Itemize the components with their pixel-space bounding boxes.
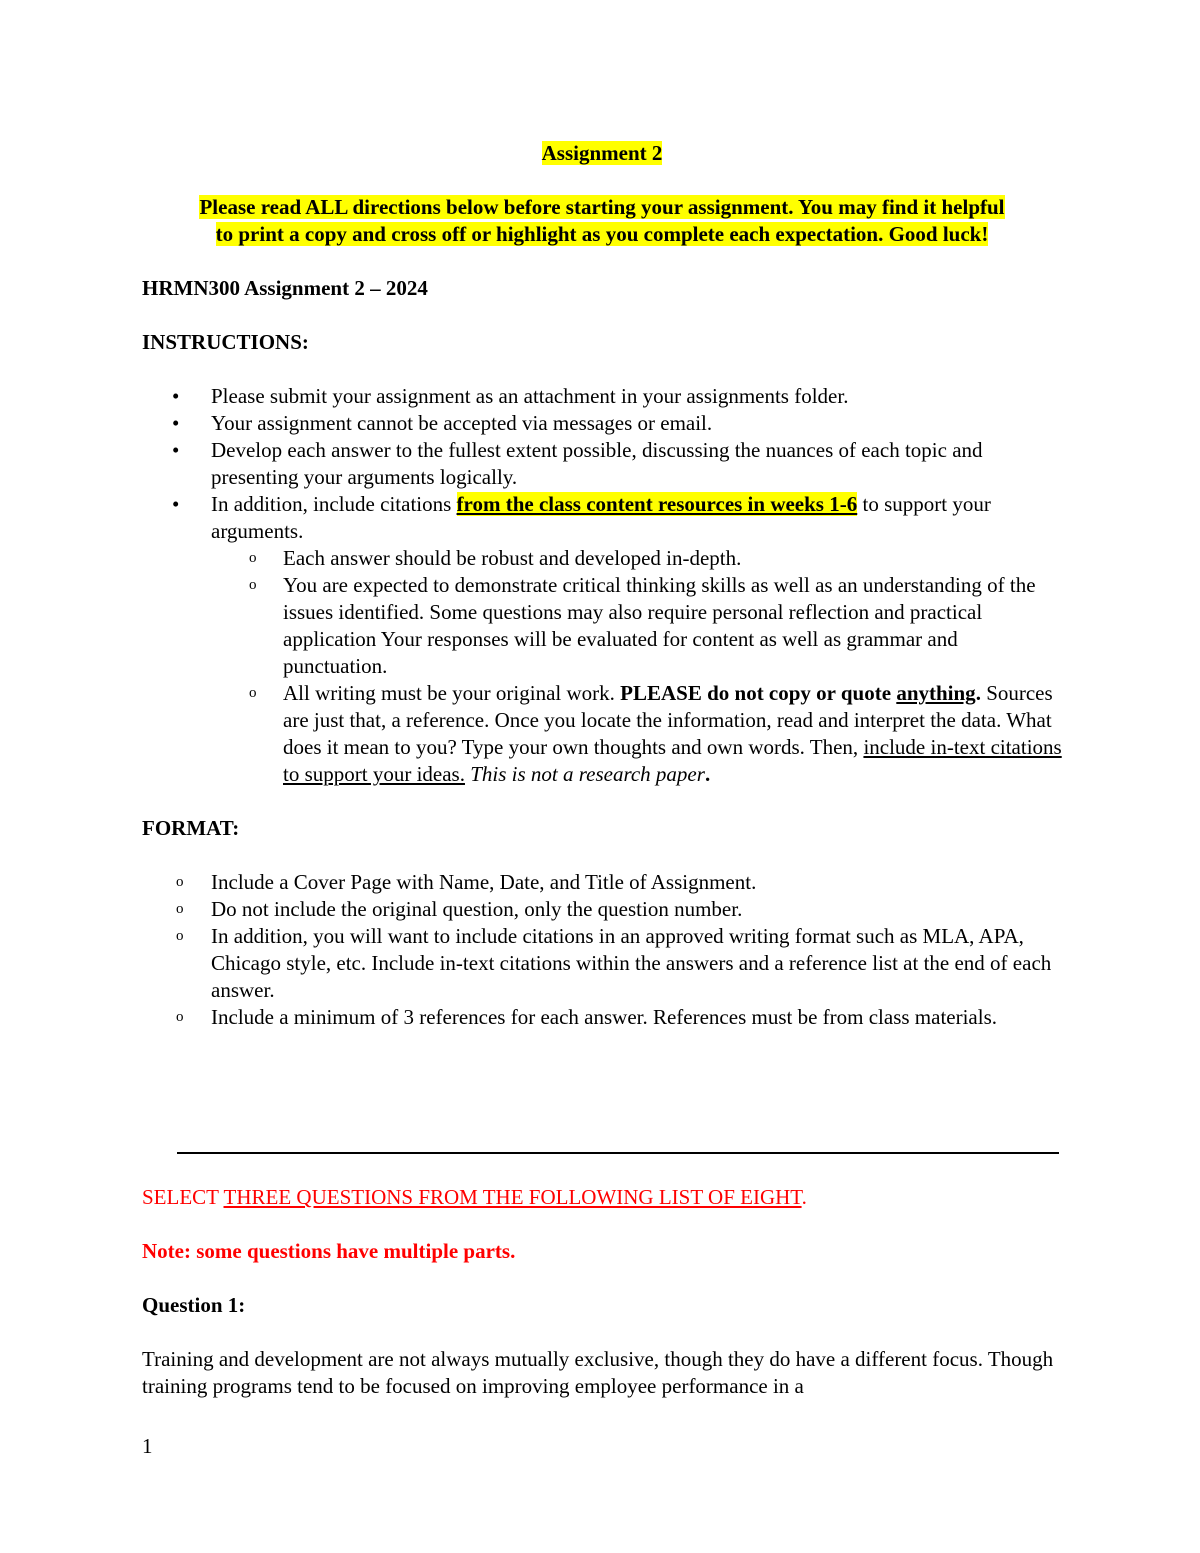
list-item: o Include a minimum of 3 references for each answer. References must be from class materials.: [176, 1005, 998, 1029]
select-instruction: SELECT THREE QUESTIONS FROM THE FOLLOWING LIST OF EIGHT.: [142, 1185, 807, 1209]
intro-paragraph: [142, 194, 1062, 248]
format-list: [142, 869, 1062, 1031]
list-item: o Each answer should be robust and developed in-depth.: [249, 546, 742, 570]
circle-bullet-icon: o: [176, 901, 184, 917]
list-item: o All writing must be your original work. PLEASE do not copy or quote anything. Sources are just that, a reference. Once you locate the information, read and interpret the data. What does it mean to you? Type your own thoughts and own words. Then, include in-text citations to support your ideas. This is not a research paper.: [249, 681, 1062, 786]
list-item: o In addition, you will want to include citations in an approved writing format such as MLA, APA, Chicago style, etc. Include in-text citations within the answers and a reference list at the end of each answer.: [176, 924, 1052, 1002]
bullet-icon: •: [172, 411, 180, 435]
bullet-icon: •: [172, 492, 180, 516]
multi-part-note: Note: some questions have multiple parts.: [142, 1239, 516, 1263]
horizontal-divider: [177, 1152, 1059, 1154]
bullet-icon: •: [172, 438, 180, 462]
list-item: o Include a Cover Page with Name, Date, and Title of Assignment.: [176, 870, 757, 894]
bullet-icon: •: [172, 384, 180, 408]
questions-section: [142, 1184, 1062, 1400]
instructions-sublist: [142, 545, 1062, 788]
list-item: o Do not include the original question, only the question number.: [176, 897, 743, 921]
intro-line-2: to print a copy and cross off or highlight as you complete each expectation. Good luck!: [215, 222, 989, 246]
circle-bullet-icon: o: [249, 550, 257, 566]
list-item: o You are expected to demonstrate critical thinking skills as well as an understanding of the issues identified. Some questions may also require personal reflection and practical application Your responses will be evaluated for content as well as grammar and punctuation.: [249, 573, 1036, 678]
instructions-list: [142, 383, 1062, 545]
list-item: • Your assignment cannot be accepted via messages or email.: [172, 411, 713, 435]
question-1-text: Training and development are not always mutually exclusive, though they do have a different focus. Though training programs tend to be focused on improving employee performance in a: [142, 1347, 1054, 1398]
assignment-title: Assignment 2: [541, 141, 663, 165]
list-item: • In addition, include citations from the class content resources in weeks 1-6 to support your arguments.: [172, 492, 991, 543]
course-line: HRMN300 Assignment 2 – 2024: [142, 276, 428, 300]
list-item: • Please submit your assignment as an attachment in your assignments folder.: [172, 384, 849, 408]
circle-bullet-icon: o: [176, 1009, 184, 1025]
document-body: [142, 140, 1062, 1031]
circle-bullet-icon: o: [249, 685, 257, 701]
circle-bullet-icon: o: [176, 874, 184, 890]
circle-bullet-icon: o: [176, 928, 184, 944]
instructions-heading: INSTRUCTIONS:: [142, 330, 309, 354]
highlighted-requirement: from the class content resources in weeks 1-6: [456, 492, 858, 516]
page-number: 1: [142, 1434, 153, 1458]
intro-line-1: Please read ALL directions below before starting your assignment. You may find it helpful: [199, 195, 1005, 219]
list-item: • Develop each answer to the fullest extent possible, discussing the nuances of each topic and presenting your arguments logically.: [172, 438, 983, 489]
assignment-title-line: [142, 140, 1062, 167]
circle-bullet-icon: o: [249, 577, 257, 593]
question-1-heading: Question 1:: [142, 1293, 246, 1317]
format-heading: FORMAT:: [142, 816, 240, 840]
